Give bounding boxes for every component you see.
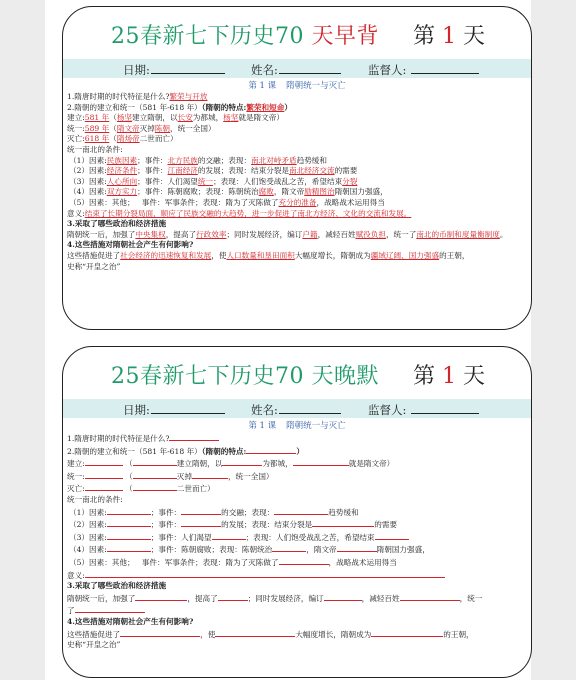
info-bar: [63, 399, 531, 418]
text: 的需要: [334, 166, 358, 176]
text: ，减轻百姓: [317, 229, 356, 239]
blank[interactable]: [107, 506, 151, 515]
text: ；事件：: [137, 155, 168, 165]
text: ；表现：人们饱受战乱之苦，希望结束: [245, 532, 375, 542]
text: 灭掉: [139, 123, 155, 133]
question-3: 3.采取了哪些政治和经济措施: [67, 219, 167, 229]
lesson-heading: [63, 79, 531, 91]
question-1: [67, 92, 525, 103]
blank[interactable]: [133, 482, 177, 491]
answer: 南北经济交流: [289, 166, 335, 176]
title-suffix: 天早背: [311, 24, 380, 49]
establish-label: 建立:: [67, 113, 85, 123]
blank[interactable]: [218, 592, 248, 601]
text: 大幅度增长，隋朝成为: [294, 250, 371, 260]
q2-feature-label: （隋朝的特点:: [201, 446, 247, 456]
text: ；事件：: [137, 166, 168, 176]
text: 为都城，: [262, 459, 293, 469]
blank[interactable]: [272, 543, 306, 552]
answer: 赋役负担: [355, 229, 386, 239]
blank[interactable]: [324, 592, 362, 601]
blank[interactable]: [135, 592, 187, 601]
blank[interactable]: [246, 445, 296, 454]
text: 为都城，: [192, 113, 224, 123]
text: ；事件：人们渴望: [137, 176, 198, 186]
text: ，统一全国）: [170, 123, 216, 133]
text: ；事件：: [150, 520, 182, 530]
text: 的王朝，: [439, 250, 470, 260]
text: 就是隋文帝）: [238, 113, 284, 123]
unify-line: [67, 470, 525, 483]
answer: 双方实力: [106, 187, 138, 197]
text: 事件：军事条件；表现：隋为了灭陈做了: [141, 557, 279, 567]
question-4: 4.这些措施对隋朝社会产生有何影响?: [67, 616, 194, 626]
reason-2: [67, 518, 525, 531]
card-header: [63, 359, 531, 393]
establish-line: [67, 457, 525, 470]
q1-text: 1.隋唐时期的时代特征是什么?: [67, 92, 170, 101]
question-3: 3.采取了哪些政治和经济措施: [67, 581, 167, 591]
text: 。: [499, 229, 508, 239]
fall-label: 灭亡:: [67, 484, 85, 494]
blank[interactable]: [215, 628, 295, 637]
answer: 618 年: [84, 134, 110, 144]
day-suffix: 天: [463, 24, 486, 49]
lesson-heading: [63, 419, 531, 431]
title-subject: 七下历史70: [185, 24, 304, 49]
blank[interactable]: [107, 531, 151, 540]
answer: 充分的准备: [278, 197, 317, 207]
text: ，减轻百姓: [361, 593, 400, 603]
text: （1）因素:: [69, 507, 107, 517]
text: 隋朝国力强盛，: [334, 187, 388, 197]
q1-text: 1.隋唐时期的时代特征是什么?: [67, 434, 170, 443]
date-label: 日期:: [123, 63, 150, 77]
text: （5）因素：其他；: [69, 557, 135, 567]
answer: 南北的币制和度量衡制度: [416, 229, 500, 239]
blank[interactable]: [133, 470, 177, 479]
date-label: 日期:: [123, 403, 150, 417]
answer: 行政效率: [196, 229, 227, 239]
blank[interactable]: [222, 457, 262, 466]
text: （1）因素:: [69, 155, 107, 165]
reason-2: [67, 166, 525, 177]
establish-year: 581 年: [84, 113, 110, 123]
text: ，使: [211, 250, 227, 260]
text: 建立隋朝，以: [176, 459, 223, 469]
q2-close: ）: [296, 446, 304, 456]
blank[interactable]: [169, 432, 219, 441]
reason-5: [67, 198, 525, 209]
text: ，战略战术运用得当: [328, 557, 397, 567]
answer: 经济条件: [106, 166, 138, 176]
text: ，使: [200, 629, 216, 639]
answer: 人心所向: [106, 176, 138, 186]
card-title: [111, 19, 379, 50]
lesson-number: 第 1 课: [248, 421, 277, 431]
blank[interactable]: [107, 518, 151, 527]
name-field[interactable]: [279, 413, 341, 414]
text: 的发展；表现：结束分裂是: [197, 166, 290, 176]
text: 这些措施促进了: [67, 250, 121, 260]
q2-text: 2.隋朝的建立和统一（581 年-618 年）: [67, 446, 202, 456]
supervisor-field[interactable]: [411, 73, 479, 74]
reason-5: [67, 556, 525, 569]
meaning-label: 意义:: [67, 208, 85, 218]
q2-text: 2.隋朝的建立和统一（581 年-618 年）: [67, 102, 202, 112]
title-prefix: 25春新: [111, 24, 185, 49]
answer: 统一: [197, 176, 214, 186]
text: （4）因素:: [69, 187, 107, 197]
text: ；同时发展经济，编订: [247, 593, 324, 603]
day-counter: [413, 359, 485, 390]
blank[interactable]: [133, 457, 177, 466]
answer: 民族因素: [106, 155, 138, 165]
day-prefix: 第: [413, 364, 436, 389]
text: （3）因素:: [69, 176, 107, 186]
answer: 励精图治: [304, 187, 335, 197]
text: （: [109, 123, 117, 133]
text: 灭掉: [176, 471, 192, 481]
answer: 江南经济: [167, 166, 198, 176]
card-header: [63, 19, 531, 53]
text: （4）因素:: [69, 545, 107, 555]
text: 的交融；表现：: [221, 507, 275, 517]
blank[interactable]: [75, 604, 145, 613]
answer: 589 年: [84, 123, 110, 133]
blank[interactable]: [120, 628, 200, 637]
question-3-answer: [67, 230, 525, 241]
q2-close: ）: [284, 102, 292, 112]
reason-3: [67, 531, 525, 544]
text: 史称“开皇之治”: [67, 261, 121, 271]
establish-label: 建立:: [67, 459, 85, 469]
reason-4: [67, 187, 525, 198]
blank[interactable]: [85, 482, 123, 491]
answer: 人口数量和垦田面积: [226, 250, 295, 260]
date-field[interactable]: [151, 73, 225, 74]
text: ；事件：陈朝腐败；表现：陈朝统治: [150, 545, 273, 555]
meaning-answer: 结束了长期分裂局面，顺应了民族交融的大趋势，进一步促进了南北方经济、文化的交流和发展。: [84, 208, 412, 218]
text: 这些措施促进了: [67, 629, 121, 639]
text: 二世而亡）: [176, 484, 215, 494]
text: ，战略战术运用得当: [316, 197, 385, 207]
answer: 分裂: [342, 176, 358, 186]
fall-line: [67, 134, 525, 145]
text: （5）因素：其他；: [69, 197, 135, 207]
text: （2）因素:: [69, 520, 107, 530]
blank[interactable]: [192, 470, 228, 479]
answer: 社会经济的迅速恢复和发展: [120, 250, 212, 260]
blank[interactable]: [279, 556, 329, 565]
text: ，统一: [459, 593, 483, 603]
answer: 隋文帝: [116, 123, 140, 133]
text: （: [109, 134, 117, 144]
title-prefix: 25春新: [111, 364, 185, 389]
text: ；表现：人们饱受战乱之苦，希望结束: [213, 176, 343, 186]
question-2: [67, 445, 525, 458]
text: 建立隋朝，以: [132, 113, 178, 123]
name-label: 姓名:: [251, 63, 278, 77]
fall-line: [67, 482, 525, 495]
text: ；同时发展经济，编订: [226, 229, 303, 239]
text: 隋朝国力强盛，: [376, 545, 430, 555]
text: ，统一全国）: [227, 471, 274, 481]
establish-line: [67, 113, 525, 124]
name-field[interactable]: [279, 73, 341, 74]
date-field[interactable]: [151, 413, 225, 414]
day-suffix: 天: [463, 364, 486, 389]
blank[interactable]: [274, 506, 328, 515]
unify-label: 统一:: [67, 123, 85, 133]
text: ；事件：人们渴望: [150, 532, 212, 542]
text: ，提高了: [165, 229, 197, 239]
text: 就是隋文帝）: [348, 459, 395, 469]
blank[interactable]: [293, 457, 349, 466]
question-1: [67, 432, 525, 445]
meaning-line: [67, 209, 525, 220]
reason-1: [67, 156, 525, 167]
meaning-label: 意义:: [67, 570, 85, 580]
question-2: [67, 103, 525, 114]
title-suffix: 天晚默: [311, 364, 380, 389]
answer: 户籍: [302, 229, 318, 239]
reason-4: [67, 543, 525, 556]
day-number: 1: [442, 364, 457, 389]
text: 隋朝统一后，加强了: [67, 593, 136, 603]
blank[interactable]: [375, 531, 409, 540]
text: 大幅度增长，隋朝成为: [295, 629, 372, 639]
text: ，隋文帝: [273, 187, 305, 197]
answer: 北方民族: [167, 155, 198, 165]
answer: 陈朝: [154, 123, 171, 133]
question-4-answer-cont: 史称“开皇之治”: [67, 640, 121, 650]
supervisor-label: 监督人:: [368, 403, 407, 417]
text: 二世而亡）: [139, 134, 178, 144]
text: ；事件：: [150, 507, 182, 517]
text: 的需要: [374, 520, 398, 530]
text: 的交融；表现：: [197, 155, 252, 165]
info-bar: [63, 59, 531, 78]
supervisor-field[interactable]: [411, 413, 479, 414]
q1-answer: 繁荣与开放: [169, 92, 208, 101]
text: （2）因素:: [69, 166, 107, 176]
blank[interactable]: [107, 543, 151, 552]
title-subject: 七下历史70: [185, 364, 304, 389]
evening-dictation-card: [62, 346, 532, 678]
answer: 长安: [177, 113, 193, 123]
blank[interactable]: [371, 628, 443, 637]
question-3-answer-cont: [67, 604, 525, 617]
supervisor-label: 监督人:: [368, 63, 407, 77]
blank[interactable]: [181, 518, 221, 527]
answer: 杨坚: [116, 113, 133, 123]
morning-content: [67, 92, 525, 272]
text: 趋势缓和: [296, 155, 327, 165]
q2-feature-answer: 繁荣和短命: [246, 102, 285, 112]
text: 的王朝，: [443, 629, 474, 639]
evening-content: [67, 432, 525, 651]
card-title: [111, 359, 379, 390]
answer: 腐败: [258, 187, 274, 197]
question-4: 4.这些措施对隋朝社会产生有何影响?: [67, 240, 194, 250]
text: ，隋文帝: [306, 545, 337, 555]
answer: 中央集权: [135, 229, 166, 239]
unify-label: 统一:: [67, 471, 85, 481]
question-4-answer: [67, 251, 525, 272]
blank[interactable]: [400, 592, 460, 601]
text: 的发展；表现：结束分裂是: [221, 520, 313, 530]
text: 了: [67, 606, 75, 616]
q2-feature-label: （隋朝的特点:: [201, 102, 247, 112]
blank[interactable]: [312, 518, 374, 527]
lesson-number: 第 1 课: [248, 81, 277, 91]
reasons-title: 统一南北的条件:: [67, 144, 123, 154]
answer: 隋炀帝: [116, 134, 140, 144]
day-counter: [413, 19, 485, 50]
text: 事件：军事条件；表现：隋为了灭陈做了: [141, 197, 279, 207]
reason-1: [67, 506, 525, 519]
text: 趋势缓和: [328, 507, 359, 517]
text: ，提高了: [187, 593, 218, 603]
lesson-title: 隋朝统一与灭亡: [286, 421, 346, 431]
text: （: [109, 113, 117, 123]
text: （3）因素:: [69, 532, 107, 542]
answer: 疆域辽阔、国力强盛: [370, 250, 440, 260]
answer: 南北对峙矛盾: [251, 155, 297, 165]
text: ，统一了: [385, 229, 417, 239]
text: ；事件：陈朝腐败；表现：陈朝统治: [137, 187, 259, 197]
fall-label: 灭亡:: [67, 134, 85, 144]
morning-recite-card: [62, 6, 532, 330]
blank[interactable]: [337, 543, 377, 552]
reasons-title: 统一南北的条件:: [67, 494, 123, 504]
blank[interactable]: [212, 531, 246, 540]
question-3-answer: [67, 592, 525, 605]
text: （: [125, 484, 133, 494]
name-label: 姓名:: [251, 403, 278, 417]
answer: 杨坚: [223, 113, 239, 123]
question-4-answer: [67, 628, 525, 641]
day-prefix: 第: [413, 24, 436, 49]
text: （: [125, 471, 133, 481]
lesson-title: 隋朝统一与灭亡: [286, 81, 346, 91]
blank[interactable]: [85, 569, 445, 578]
blank[interactable]: [181, 506, 221, 515]
reason-3: [67, 177, 525, 188]
meaning-line: [67, 569, 525, 582]
day-number: 1: [442, 24, 457, 49]
blank[interactable]: [85, 470, 123, 479]
unify-line: [67, 124, 525, 135]
text: （: [125, 459, 133, 469]
blank[interactable]: [85, 457, 123, 466]
text: 隋朝统一后，加强了: [67, 229, 136, 239]
